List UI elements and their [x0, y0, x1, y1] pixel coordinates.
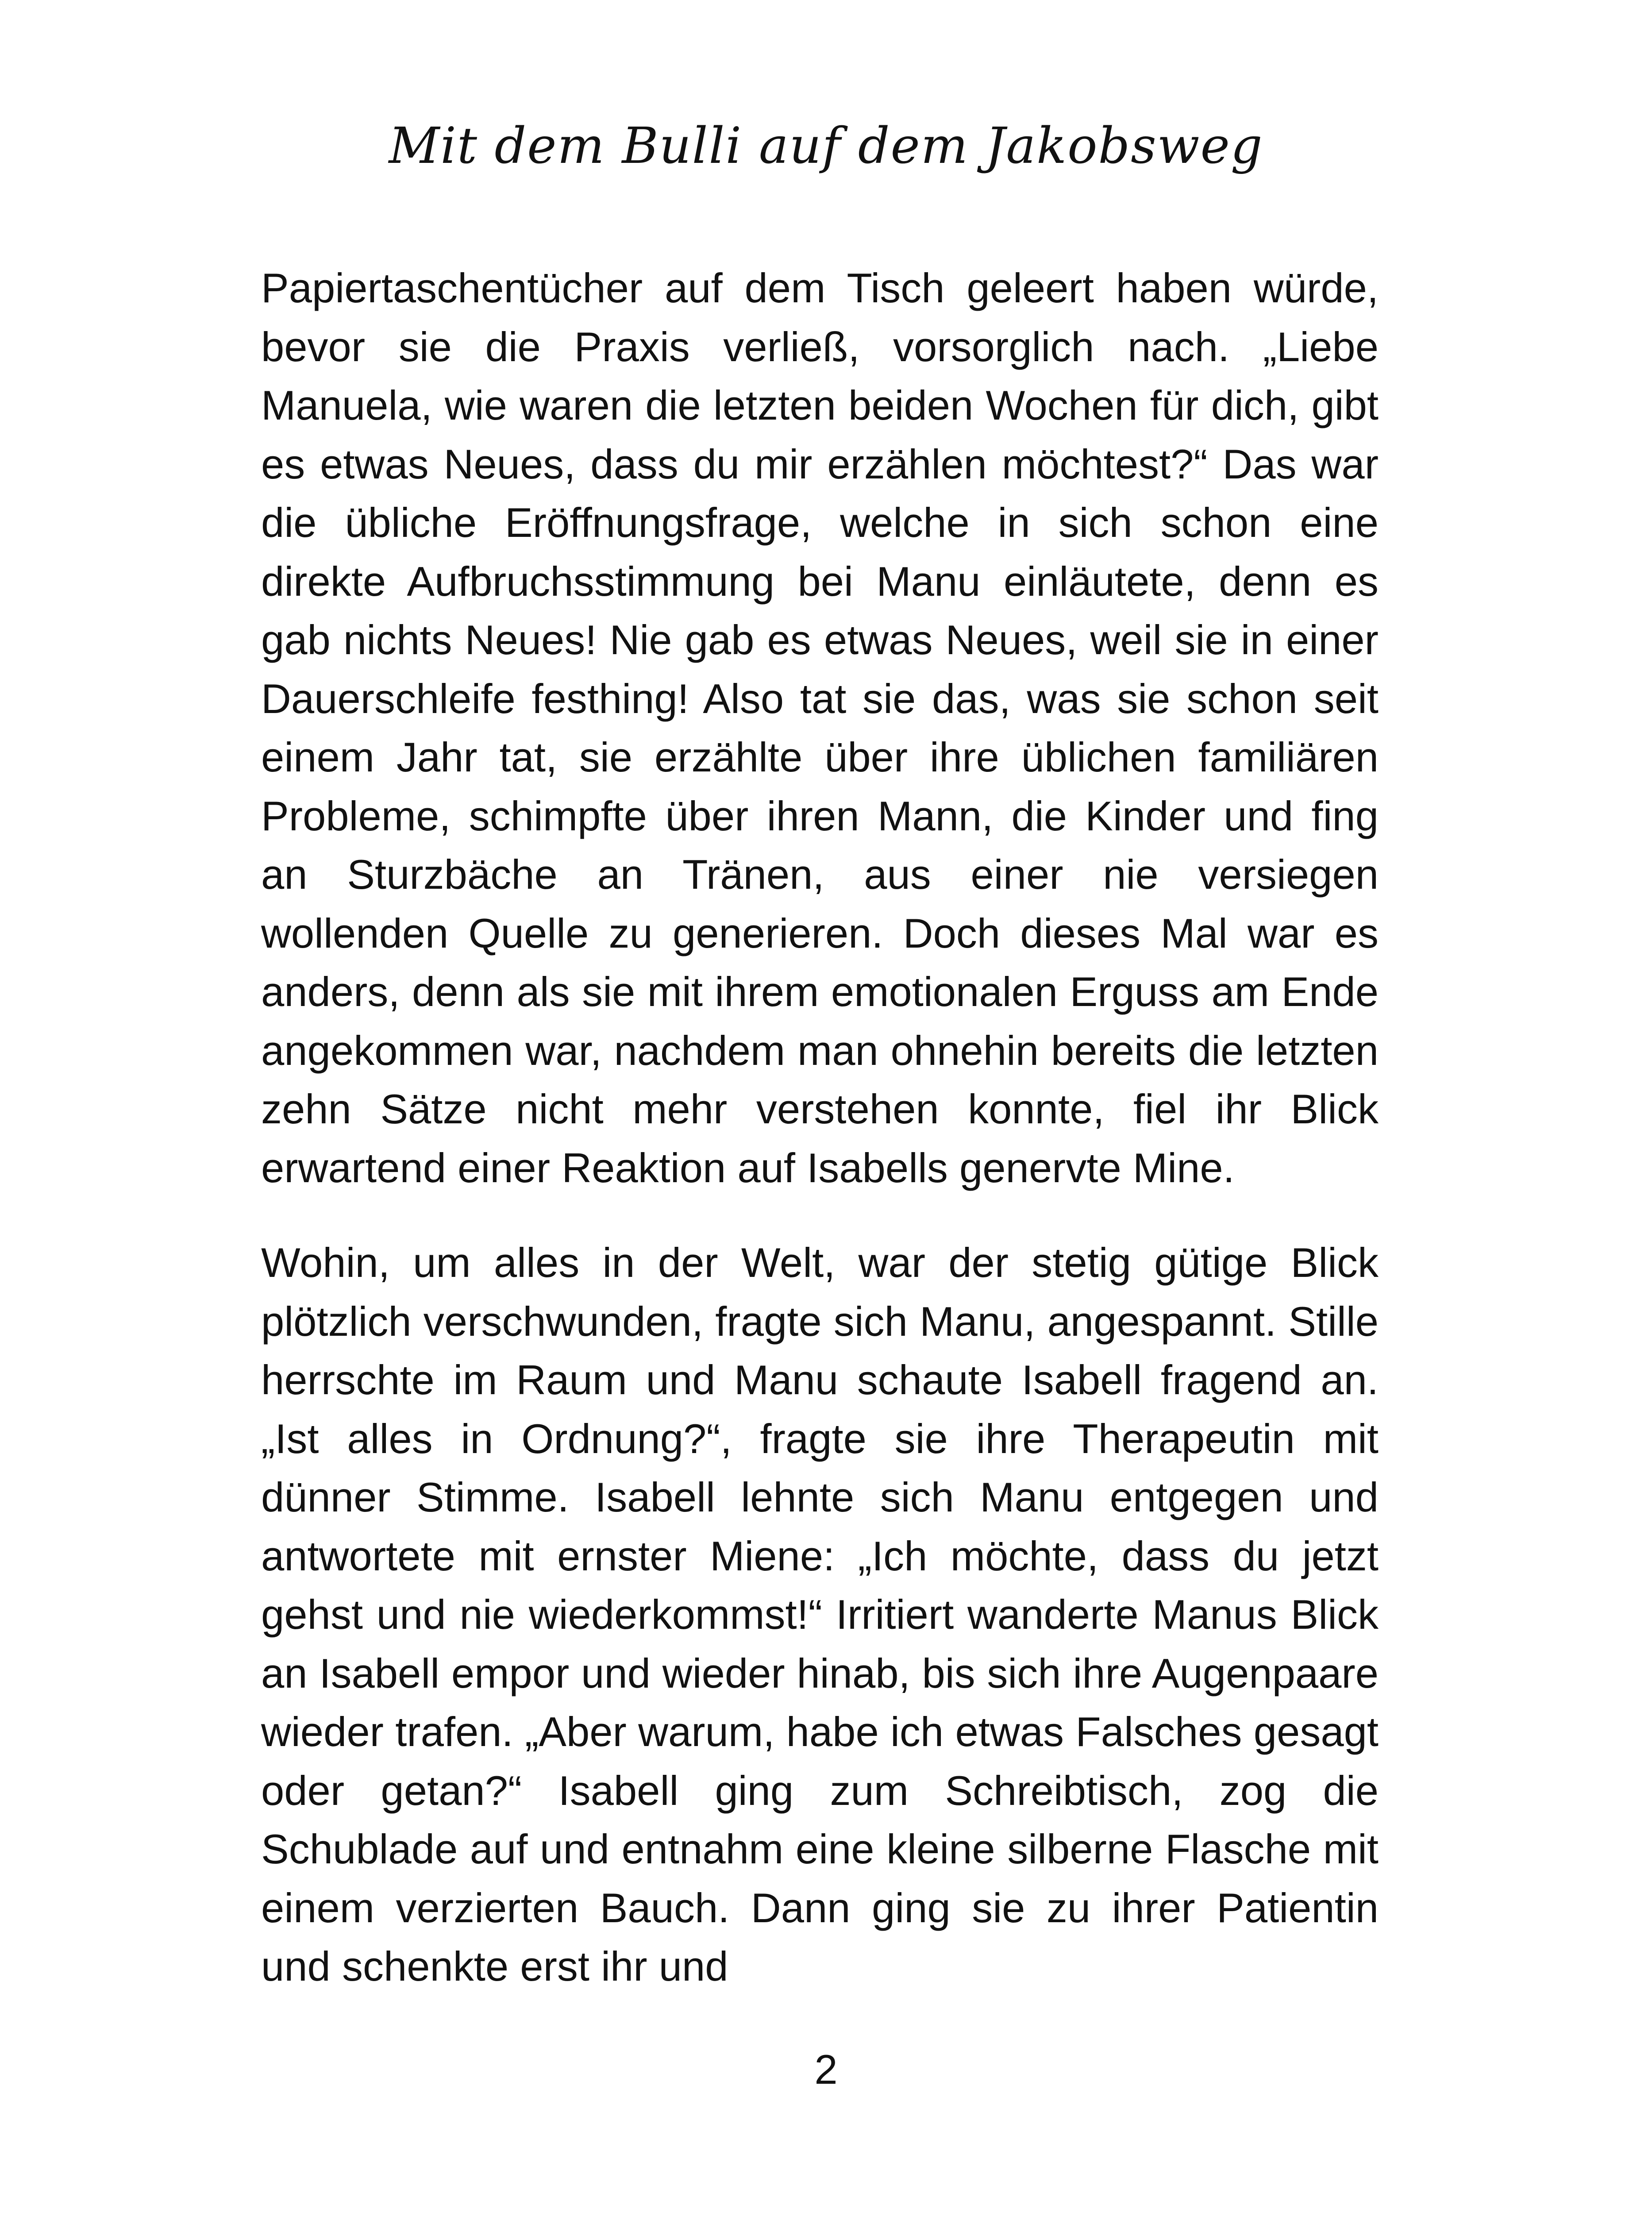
- body-text: [261, 259, 1379, 1996]
- paragraph-1: Papiertaschentücher auf dem Tisch geleert haben würde, bevor sie die Praxis verließ, vorsorglich nach. „Liebe Manuela, wie waren die letzten beiden Wochen für dich, gibt es etwas Neues, dass du mir erzählen möchtest?“ Das war die übliche Eröffnungsfrage, welche in sich schon eine direkte Aufbruchsstimmung bei Manu einläutete, denn es gab nichts Neues! Nie gab es etwas Neues, weil sie in einer Dauerschleife festhing! Also tat sie das, was sie schon seit einem Jahr tat, sie erzählte über ihre üblichen familiären Probleme, schimpfte über ihren Mann, die Kinder und fing an Sturzbäche an Tränen, aus einer nie versiegen wollenden Quelle zu generieren. Doch dieses Mal war es anders, denn als sie mit ihrem emotionalen Erguss am Ende angekommen war, nachdem man ohnehin bereits die letzten zehn Sätze nicht mehr verstehen konnte, fiel ihr Blick erwartend einer Reaktion auf Isabells genervte Mine.: [261, 265, 1379, 1191]
- page-number: 2: [814, 2046, 838, 2093]
- paragraph-2: Wohin, um alles in der Welt, war der stetig gütige Blick plötzlich verschwunden, fragte sich Manu, angespannt. Stille herrschte im Raum und Manu schaute Isabell fragend an. „Ist alles in Ordnung?“, fragte sie ihre Therapeutin mit dünner Stimme. Isabell lehnte sich Manu entgegen und antwortete mit ernster Miene: „Ich möchte, dass du jetzt gehst und nie wiederkommst!“ Irritiert wanderte Manus Blick an Isabell empor und wieder hinab, bis sich ihre Augenpaare wieder trafen. „Aber warum, habe ich etwas Falsches gesagt oder getan?“ Isabell ging zum Schreibtisch, zog die Schublade auf und entnahm eine kleine silberne Flasche mit einem verzierten Bauch. Dann ging sie zu ihrer Patientin und schenkte erst ihr und: [261, 1239, 1379, 1989]
- running-header-title: Mit dem Bulli auf dem Jakobsweg: [389, 117, 1263, 175]
